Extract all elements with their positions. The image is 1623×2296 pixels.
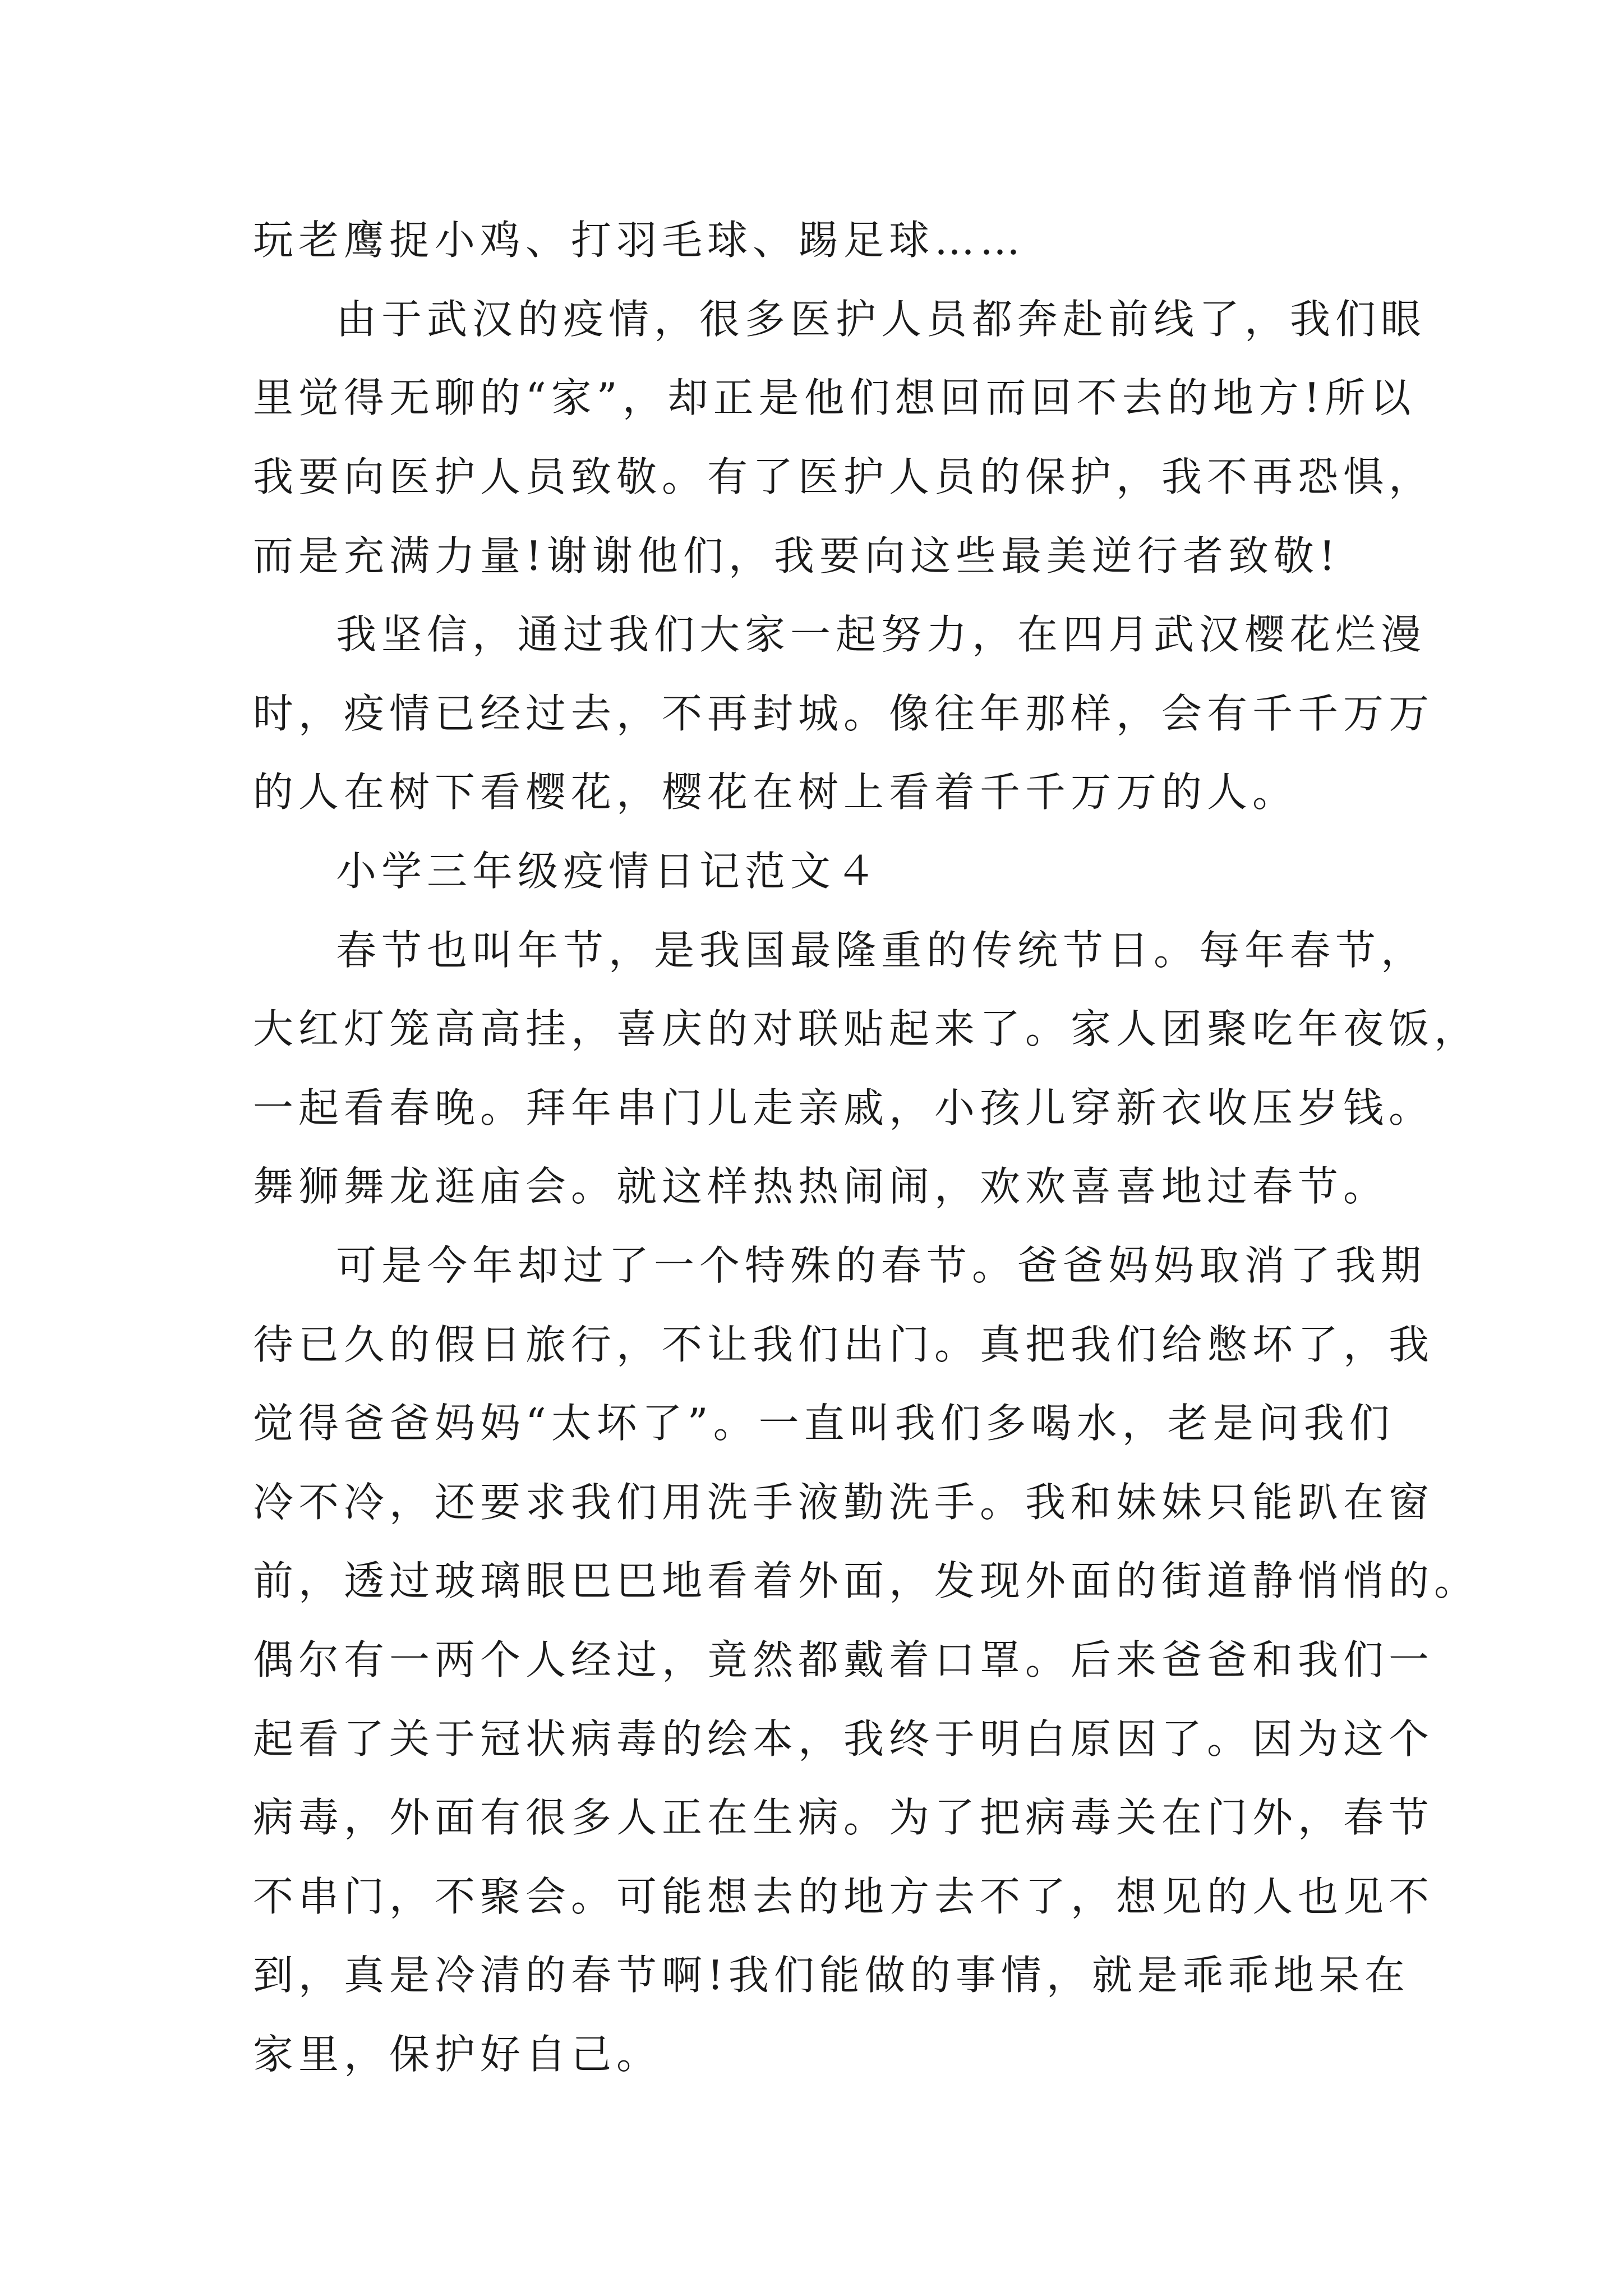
text-line: 里觉得无聊的“家”，却正是他们想回而回不去的地方!所以	[253, 374, 1416, 421]
text-line: 觉得爸爸妈妈“太坏了”。一直叫我们多喝水，老是问我们	[253, 1400, 1395, 1447]
text-line: 玩老鹰捉小鸡、打羽毛球、踢足球……	[253, 217, 1026, 264]
text-line: 待已久的假日旅行，不让我们出门。真把我们给憋坏了，我	[253, 1321, 1435, 1368]
text-line: 一起看春晚。拜年串门儿走亲戚，小孩儿穿新衣收压岁钱。	[253, 1084, 1435, 1131]
text-line: 我要向医护人员致敬。有了医护人员的保护，我不再恐惧，	[253, 453, 1435, 500]
text-line: 不串门，不聚会。可能想去的地方去不了，想见的人也见不	[253, 1873, 1435, 1920]
text-line: 偶尔有一两个人经过，竟然都戴着口罩。后来爸爸和我们一	[253, 1636, 1435, 1683]
text-line: 时，疫情已经过去，不再封城。像往年那样，会有千千万万	[253, 690, 1435, 737]
text-line: 前，透过玻璃眼巴巴地看着外面，发现外面的街道静悄悄的。	[253, 1557, 1480, 1604]
text-line: 大红灯笼高高挂，喜庆的对联贴起来了。家人团聚吃年夜饭，	[253, 1005, 1480, 1052]
text-line: 病毒，外面有很多人正在生病。为了把病毒关在门外，春节	[253, 1794, 1435, 1841]
text-line: 由于武汉的疫情，很多医护人员都奔赴前线了，我们眼	[336, 296, 1427, 343]
text-line: 我坚信，通过我们大家一起努力，在四月武汉樱花烂漫	[336, 611, 1427, 658]
text-line: 舞狮舞龙逛庙会。就这样热热闹闹，欢欢喜喜地过春节。	[253, 1163, 1389, 1210]
text-line: 家里，保护好自己。	[253, 2031, 662, 2078]
text-line: 到，真是冷清的春节啊!我们能做的事情，就是乖乖地呆在	[253, 1952, 1410, 1999]
text-line: 春节也叫年节，是我国最隆重的传统节日。每年春节，	[336, 927, 1427, 974]
section-heading: 小学三年级疫情日记范文４	[336, 848, 882, 895]
text-line: 冷不冷，还要求我们用洗手液勤洗手。我和妹妹只能趴在窗	[253, 1479, 1435, 1526]
text-line: 而是充满力量!谢谢他们，我要向这些最美逆行者致敬!	[253, 532, 1340, 579]
text-line: 可是今年却过了一个特殊的春节。爸爸妈妈取消了我期	[336, 1242, 1427, 1289]
text-line: 起看了关于冠状病毒的绘本，我终于明白原因了。因为这个	[253, 1715, 1435, 1763]
text-line: 的人在树下看樱花，樱花在树上看着千千万万的人。	[253, 769, 1298, 816]
